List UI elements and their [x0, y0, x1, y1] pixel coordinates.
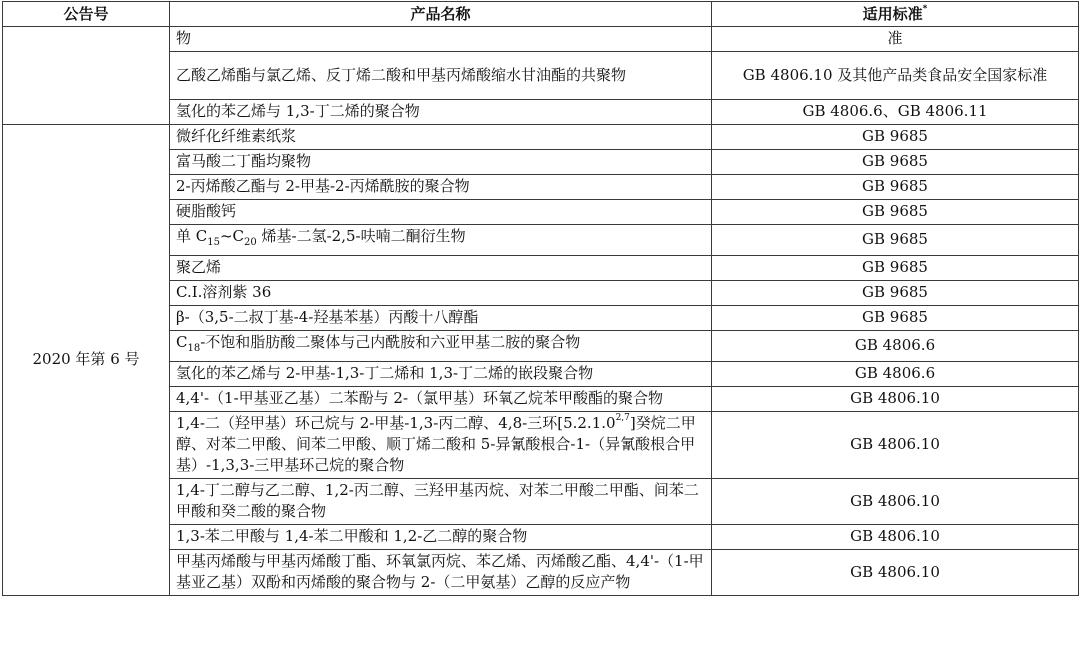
- name-part: 单 C: [176, 227, 208, 245]
- standard-cell: GB 4806.10: [712, 550, 1079, 596]
- standard-cell: GB 4806.10: [712, 525, 1079, 550]
- product-name-cell: 富马酸二丁酯均聚物: [170, 150, 712, 175]
- header-footnote-mark: *: [922, 3, 928, 14]
- header-product-name: 产品名称: [170, 2, 712, 27]
- subscript: 15: [207, 237, 220, 248]
- product-name-cell: 1,3-苯二甲酸与 1,4-苯二甲酸和 1,2-乙二醇的聚合物: [170, 525, 712, 550]
- standard-cell: GB 9685: [712, 281, 1079, 306]
- standard-cell: GB 9685: [712, 175, 1079, 200]
- header-standard-label: 适用标准: [862, 4, 923, 23]
- product-name-cell: 氢化的苯乙烯与 2-甲基-1,3-丁二烯和 1,3-丁二烯的嵌段聚合物: [170, 362, 712, 387]
- subscript: 20: [244, 237, 257, 248]
- name-part: 烯基-二氢-2,5-呋喃二酮衍生物: [256, 227, 466, 245]
- header-row: [3, 2, 1079, 27]
- standards-table: [2, 1, 1079, 596]
- announcement-group-cell: 2020 年第 6 号: [3, 125, 170, 596]
- standard-cell: GB 4806.6: [712, 331, 1079, 362]
- standard-cell: 准: [712, 27, 1079, 52]
- product-name-cell: 硬脂酸钙: [170, 200, 712, 225]
- product-name-cell: [170, 331, 712, 362]
- product-name-cell: 4,4'-（1-甲基亚乙基）二苯酚与 2-（氯甲基）环氧乙烷苯甲酸酯的聚合物: [170, 387, 712, 412]
- product-name-cell: 微纤化纤维素纸浆: [170, 125, 712, 150]
- name-part: 1,4-二（羟甲基）环己烷与 2-甲基-1,3-丙二醇、4,8-三环[5.2.1.0: [176, 414, 616, 432]
- table-row: [3, 27, 1079, 52]
- standard-cell: GB 9685: [712, 256, 1079, 281]
- standard-cell: GB 4806.10: [712, 387, 1079, 412]
- product-name-cell: [170, 225, 712, 256]
- name-part: -不饱和脂肪酸二聚体与己内酰胺和六亚甲基二胺的聚合物: [200, 333, 581, 351]
- standard-cell: GB 4806.10: [712, 479, 1079, 525]
- subscript: 18: [187, 343, 201, 354]
- standard-cell: GB 4806.6、GB 4806.11: [712, 100, 1079, 125]
- name-part: ~C: [219, 227, 245, 245]
- name-part: C: [176, 333, 188, 351]
- product-name-cell: C.I.溶剂紫 36: [170, 281, 712, 306]
- product-name-cell: 1,4-丁二醇与乙二醇、1,2-丙二醇、三羟甲基丙烷、对苯二甲酸二甲酯、间苯二甲酸和癸二酸的聚合物: [170, 479, 712, 525]
- name-part: ]癸烷二甲醇、对苯二甲酸、间苯二甲酸、顺丁烯二酸和 5-异氰酸根合-1-（异氰酸根合甲基）-1,3,3-三甲基环己烷的聚合物: [176, 414, 696, 474]
- product-name-cell: β-（3,5-二叔丁基-4-羟基苯基）丙酸十八醇酯: [170, 306, 712, 331]
- previous-group-cell: [3, 27, 170, 125]
- standard-cell: GB 4806.10 及其他产品类食品安全国家标准: [712, 52, 1079, 100]
- standard-cell: GB 9685: [712, 125, 1079, 150]
- product-name-cell: 2-丙烯酸乙酯与 2-甲基-2-丙烯酰胺的聚合物: [170, 175, 712, 200]
- header-applicable-standard: [712, 2, 1079, 27]
- product-name-cell: [170, 412, 712, 479]
- product-name-cell: 乙酸乙烯酯与氯乙烯、反丁烯二酸和甲基丙烯酸缩水甘油酯的共聚物: [170, 52, 712, 100]
- standard-cell: GB 9685: [712, 306, 1079, 331]
- product-name-cell: 物: [170, 27, 712, 52]
- standard-cell: GB 9685: [712, 150, 1079, 175]
- standard-cell: GB 9685: [712, 200, 1079, 225]
- standard-cell: GB 4806.10: [712, 412, 1079, 479]
- table-row: [3, 125, 1079, 150]
- standard-cell: GB 9685: [712, 225, 1079, 256]
- standard-cell: GB 4806.6: [712, 362, 1079, 387]
- header-announcement-no: 公告号: [3, 2, 170, 27]
- product-name-cell: 聚乙烯: [170, 256, 712, 281]
- product-name-cell: 氢化的苯乙烯与 1,3-丁二烯的聚合物: [170, 100, 712, 125]
- product-name-cell: 甲基丙烯酸与甲基丙烯酸丁酯、环氧氯丙烷、苯乙烯、丙烯酸乙酯、4,4'-（1-甲基亚乙基）双酚和丙烯酸的聚合物与 2-（二甲氨基）乙醇的反应产物: [170, 550, 712, 596]
- superscript: 2,7: [615, 413, 630, 423]
